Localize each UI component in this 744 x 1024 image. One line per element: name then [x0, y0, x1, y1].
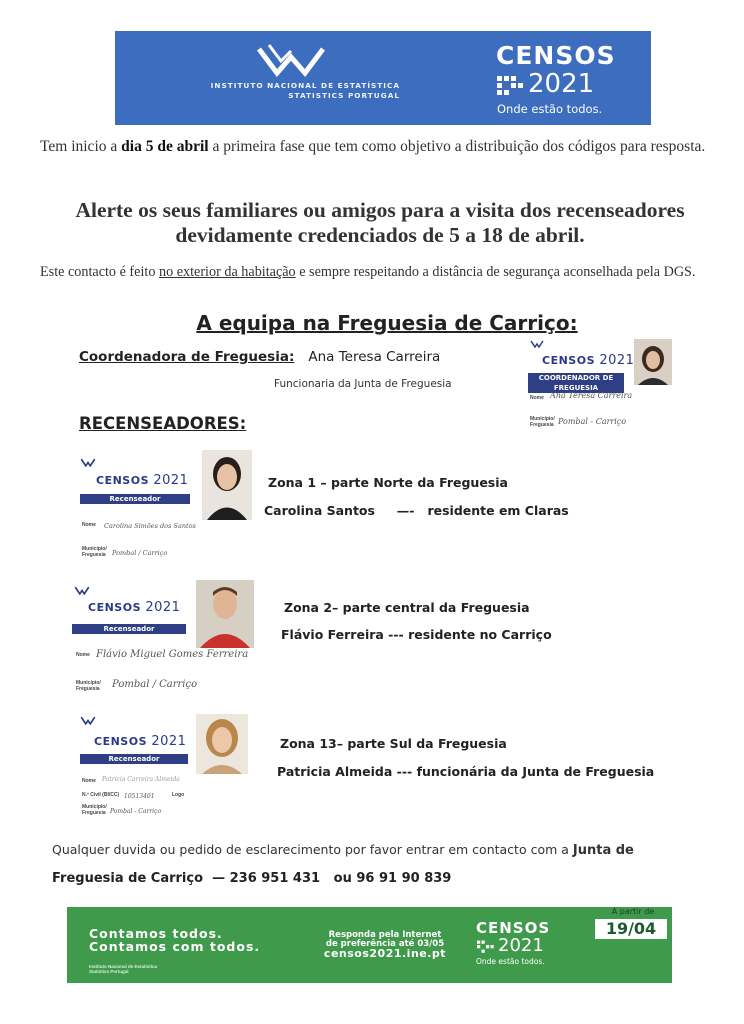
- card-censos-label: CENSOS 2021: [94, 734, 187, 749]
- zone-1-person: Carolina Santos —- residente em Claras: [264, 503, 569, 518]
- coordinator-role: Funcionaria da Junta de Freguesia: [274, 378, 452, 390]
- card-role-bar: COORDENADOR DE FREGUESIA: [528, 373, 624, 393]
- card-municipality-label: Município/ Freguesia: [82, 546, 107, 558]
- card-id-label: N.º Civil (BI/CC): [82, 792, 120, 798]
- card-role-bar: Recenseador: [80, 754, 188, 764]
- card-municipality-label: Município/ Freguesia: [82, 804, 107, 816]
- footer-censos-year: 2021: [498, 935, 544, 956]
- coordinator-label: Coordenadora de Freguesia:: [79, 349, 295, 365]
- card-municipality-handwritten: Pombal / Carriço: [112, 549, 168, 557]
- card-name-handwritten: Flávio Miguel Gomes Ferreira: [96, 649, 249, 660]
- zone-1-label: Zona 1 – parte Norte da Freguesia: [268, 475, 508, 490]
- recenseador-photo-1: [202, 450, 252, 520]
- censos-tagline: Onde estão todos.: [497, 102, 603, 116]
- intro-date: dia 5 de abril: [121, 138, 209, 155]
- recenseador-photo-3: [196, 714, 248, 774]
- ine-logo-icon: [74, 586, 90, 595]
- alert-heading: Alerte os seus familiares ou amigos para a visita dos recenseadores devidamente credenciados de 5 a 18 de abril.: [75, 198, 685, 247]
- card-municipality-label: Município/ Freguesia: [76, 680, 101, 692]
- recenseador-card-1: [80, 450, 255, 560]
- card-municipality-handwritten: Pombal / Carriço: [112, 679, 198, 690]
- contact-phones: Freguesia de Carriço — 236 951 431 ou 96 91 90 839: [52, 871, 452, 886]
- card-censos-label: CENSOS 2021: [96, 473, 189, 488]
- footer-slogan: Contamos todos. Contamos com todos.: [89, 926, 261, 954]
- censos-title: CENSOS: [496, 41, 616, 70]
- contact-bold: Junta de: [572, 843, 634, 858]
- ine-logo-icon: [80, 716, 96, 725]
- intro-paragraph: [40, 138, 710, 156]
- recenseador-card-2: [72, 580, 257, 695]
- zone-13-label: Zona 13– parte Sul da Freguesia: [280, 736, 507, 751]
- card-name-label: Nome: [82, 522, 96, 528]
- censos-dots-icon: [477, 939, 495, 955]
- card-censos-label: CENSOS 2021: [542, 353, 635, 368]
- institute-name: INSTITUTO NACIONAL DE ESTATÍSTICA STATISTICS PORTUGAL: [210, 81, 400, 100]
- footer-respond: Responda pela Internet de preferência até 03/05 censos2021.ine.pt: [305, 931, 465, 958]
- footer-url-link[interactable]: censos2021.ine.pt: [323, 947, 447, 960]
- intro-text-pre: Tem inicio a: [40, 138, 122, 155]
- card-id-extra-label: Logo: [172, 792, 185, 798]
- footer-tagline: Onde estão todos.: [476, 957, 545, 966]
- recenseador-card-3: [80, 712, 255, 817]
- card-role-bar: Recenseador: [72, 624, 186, 634]
- coordinator-credential-card: [528, 336, 678, 432]
- card-municipality-label: Município/ Freguesia: [530, 416, 555, 428]
- contact-note-underlined: no exterior da habitação: [158, 264, 296, 280]
- coordinator-name: Ana Teresa Carreira: [308, 349, 441, 365]
- card-name-label: Nome: [530, 395, 544, 401]
- card-censos-label: CENSOS 2021: [88, 600, 181, 615]
- contact-text: Qualquer duvida ou pedido de esclarecimento por favor entrar em contacto com a: [52, 842, 573, 857]
- censos-footer-banner: [67, 907, 672, 983]
- footer-from-label: A partir de: [611, 907, 655, 916]
- card-name-label: Nome: [76, 652, 90, 658]
- footer-from-date: 19/04: [595, 919, 667, 939]
- censos-dots-icon: [497, 74, 525, 98]
- coordinator-photo: [634, 339, 672, 385]
- censos-header-banner: [115, 31, 651, 125]
- card-name-handwritten: Patrícia Carreira Almeida: [102, 776, 180, 783]
- card-name-handwritten: Carolina Simões dos Santos: [104, 522, 196, 530]
- card-name-handwritten: Ana Teresa Carreira: [550, 391, 633, 400]
- contact-paragraph: [52, 842, 692, 858]
- censos-year: 2021: [528, 69, 595, 99]
- contact-note-post: e sempre respeitando a distância de segurança aconselhada pela DGS.: [295, 264, 696, 280]
- footer-censos-title: CENSOS: [476, 919, 551, 937]
- card-role-bar: Recenseador: [80, 494, 190, 504]
- contact-note: [40, 264, 720, 280]
- card-id-handwritten: 10513401: [124, 793, 155, 800]
- coordinator-line: [79, 349, 440, 365]
- intro-text-post: a primeira fase que tem como objetivo a distribuição dos códigos para resposta.: [208, 138, 706, 155]
- recenseador-photo-2: [196, 580, 254, 648]
- card-municipality-handwritten: Pombal - Carriço: [558, 417, 627, 426]
- card-name-label: Nome: [82, 778, 96, 784]
- ine-logo-icon: [530, 340, 544, 348]
- team-title: A equipa na Freguesia de Carriço:: [196, 311, 578, 335]
- recenseadores-heading: RECENSEADORES:: [79, 414, 247, 433]
- ine-logo-icon: [255, 43, 327, 79]
- footer-institute: Instituto Nacional de Estatística Statistics Portugal: [89, 964, 158, 974]
- card-municipality-handwritten: Pombal - Carriço: [110, 808, 162, 815]
- zone-2-label: Zona 2– parte central da Freguesia: [284, 600, 530, 615]
- ine-logo-icon: [80, 458, 96, 467]
- contact-note-pre: Este contacto é feito: [40, 264, 159, 280]
- zone-2-person: Flávio Ferreira --- residente no Carriço: [281, 627, 552, 642]
- zone-13-person: Patricia Almeida --- funcionária da Junta de Freguesia: [277, 764, 655, 779]
